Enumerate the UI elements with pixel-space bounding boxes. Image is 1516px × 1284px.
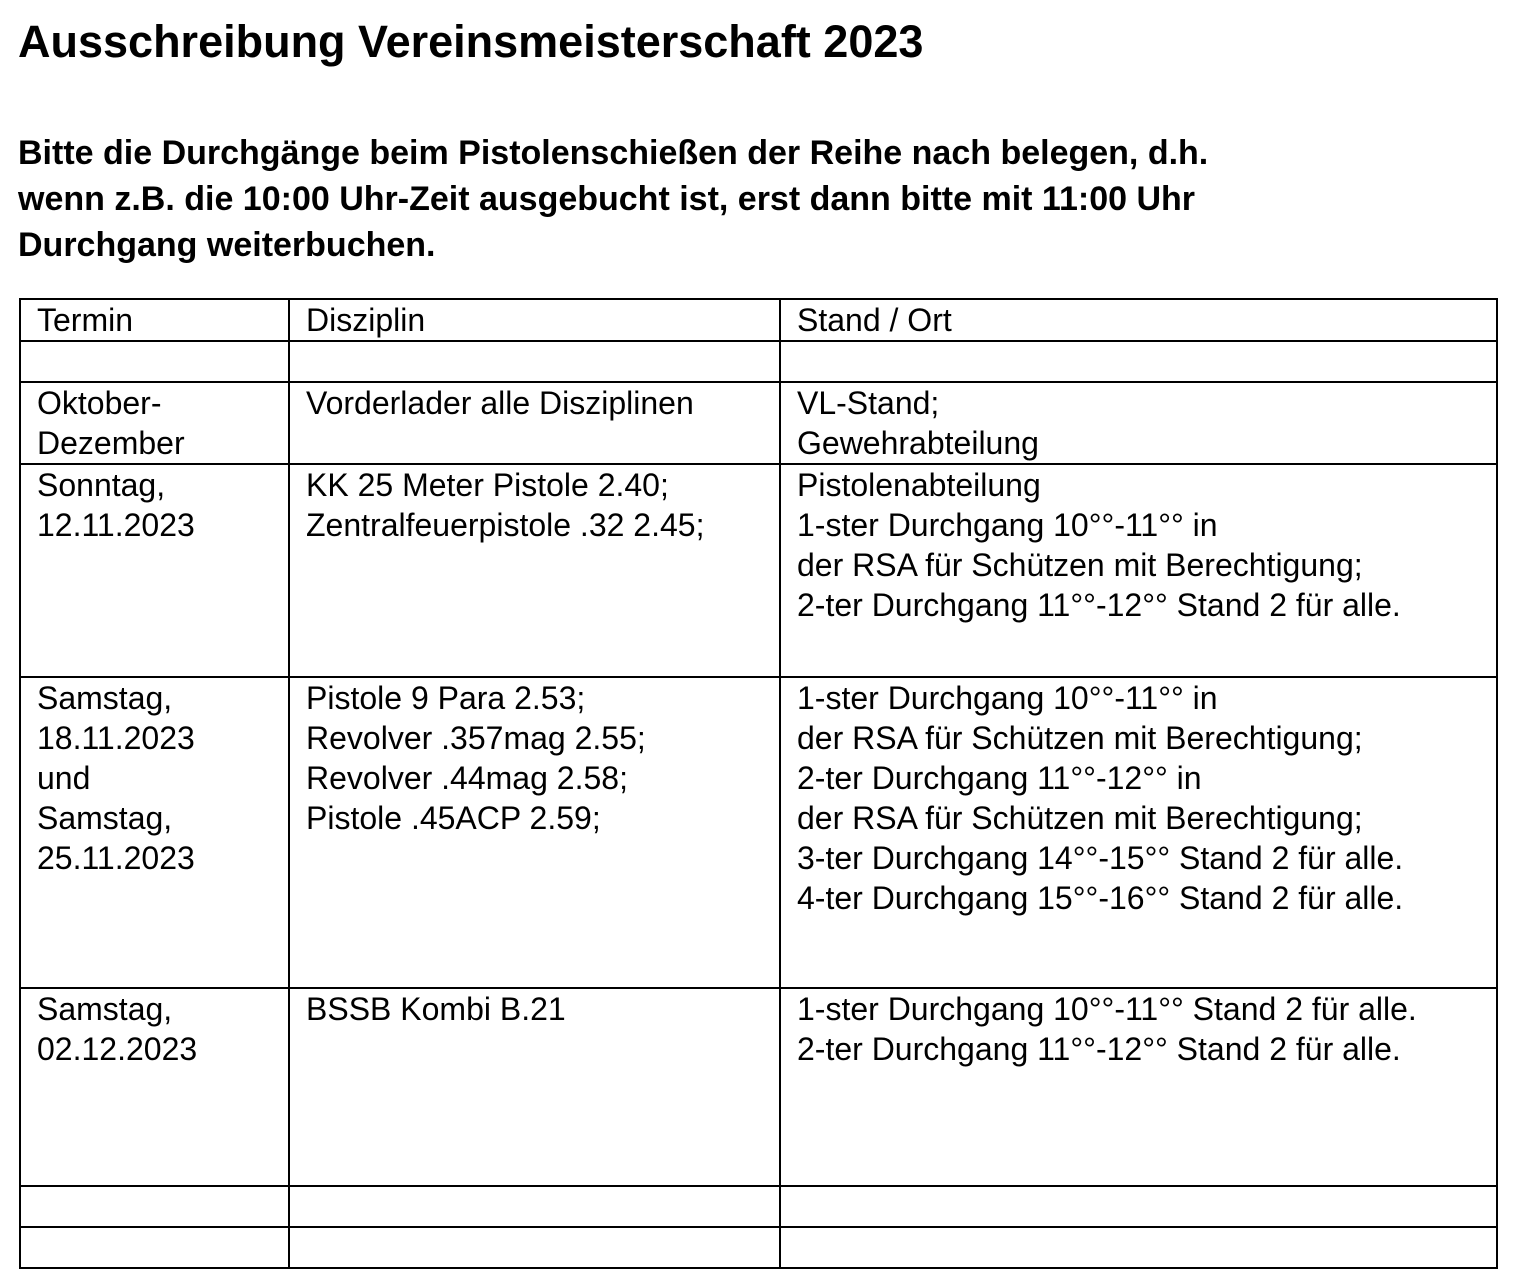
disziplin-cell: Vorderlader alle Disziplinen — [289, 382, 780, 464]
empty-row — [20, 341, 1497, 382]
column-header-termin: Termin — [20, 299, 289, 341]
empty-row — [20, 1227, 1497, 1268]
page-title: Ausschreibung Vereinsmeisterschaft 2023 — [18, 16, 924, 67]
empty-cell — [289, 341, 780, 382]
column-header-stand: Stand / Ort — [780, 299, 1497, 341]
empty-cell — [20, 341, 289, 382]
stand-cell: 1-ster Durchgang 10°°-11°° in der RSA für Schützen mit Berechtigung; 2-ter Durchgang 11°°-12°° in der RSA für Schützen mit Berechtigung; 3-ter Durchgang 14°°-15°° Stand 2 für alle. 4-ter Durchgang 15°°-16°° Stand 2 für alle. — [780, 677, 1497, 988]
empty-cell — [780, 1227, 1497, 1268]
disziplin-cell: Pistole 9 Para 2.53; Revolver .357mag 2.55; Revolver .44mag 2.58; Pistole .45ACP 2.59; — [289, 677, 780, 988]
stand-cell: VL-Stand; Gewehrabteilung — [780, 382, 1497, 464]
empty-cell — [780, 341, 1497, 382]
intro-line: Bitte die Durchgänge beim Pistolenschießen der Reihe nach belegen, d.h. — [18, 134, 1209, 172]
table-row — [20, 988, 1497, 1186]
table-row — [20, 677, 1497, 988]
empty-row — [20, 1186, 1497, 1227]
disziplin-cell: KK 25 Meter Pistole 2.40; Zentralfeuerpistole .32 2.45; — [289, 464, 780, 677]
termin-cell: Samstag, 18.11.2023 und Samstag, 25.11.2023 — [20, 677, 289, 988]
intro-line: Durchgang weiterbuchen. — [18, 226, 436, 264]
termin-cell: Samstag, 02.12.2023 — [20, 988, 289, 1186]
empty-cell — [20, 1186, 289, 1227]
termin-cell: Sonntag, 12.11.2023 — [20, 464, 289, 677]
disziplin-cell: BSSB Kombi B.21 — [289, 988, 780, 1186]
table-header-row — [20, 299, 1497, 341]
table-row — [20, 464, 1497, 677]
stand-cell: 1-ster Durchgang 10°°-11°° Stand 2 für alle. 2-ter Durchgang 11°°-12°° Stand 2 für alle. — [780, 988, 1497, 1186]
intro-line: wenn z.B. die 10:00 Uhr-Zeit ausgebucht ist, erst dann bitte mit 11:00 Uhr — [18, 180, 1196, 218]
empty-cell — [20, 1227, 289, 1268]
empty-cell — [780, 1186, 1497, 1227]
termin-cell: Oktober- Dezember — [20, 382, 289, 464]
empty-cell — [289, 1227, 780, 1268]
table-row — [20, 382, 1497, 464]
schedule-table — [19, 298, 1498, 1269]
intro-paragraph — [18, 130, 1208, 268]
stand-cell: Pistolenabteilung 1-ster Durchgang 10°°-11°° in der RSA für Schützen mit Berechtigung; 2-ter Durchgang 11°°-12°° Stand 2 für alle. — [780, 464, 1497, 677]
empty-cell — [289, 1186, 780, 1227]
column-header-disziplin: Disziplin — [289, 299, 780, 341]
